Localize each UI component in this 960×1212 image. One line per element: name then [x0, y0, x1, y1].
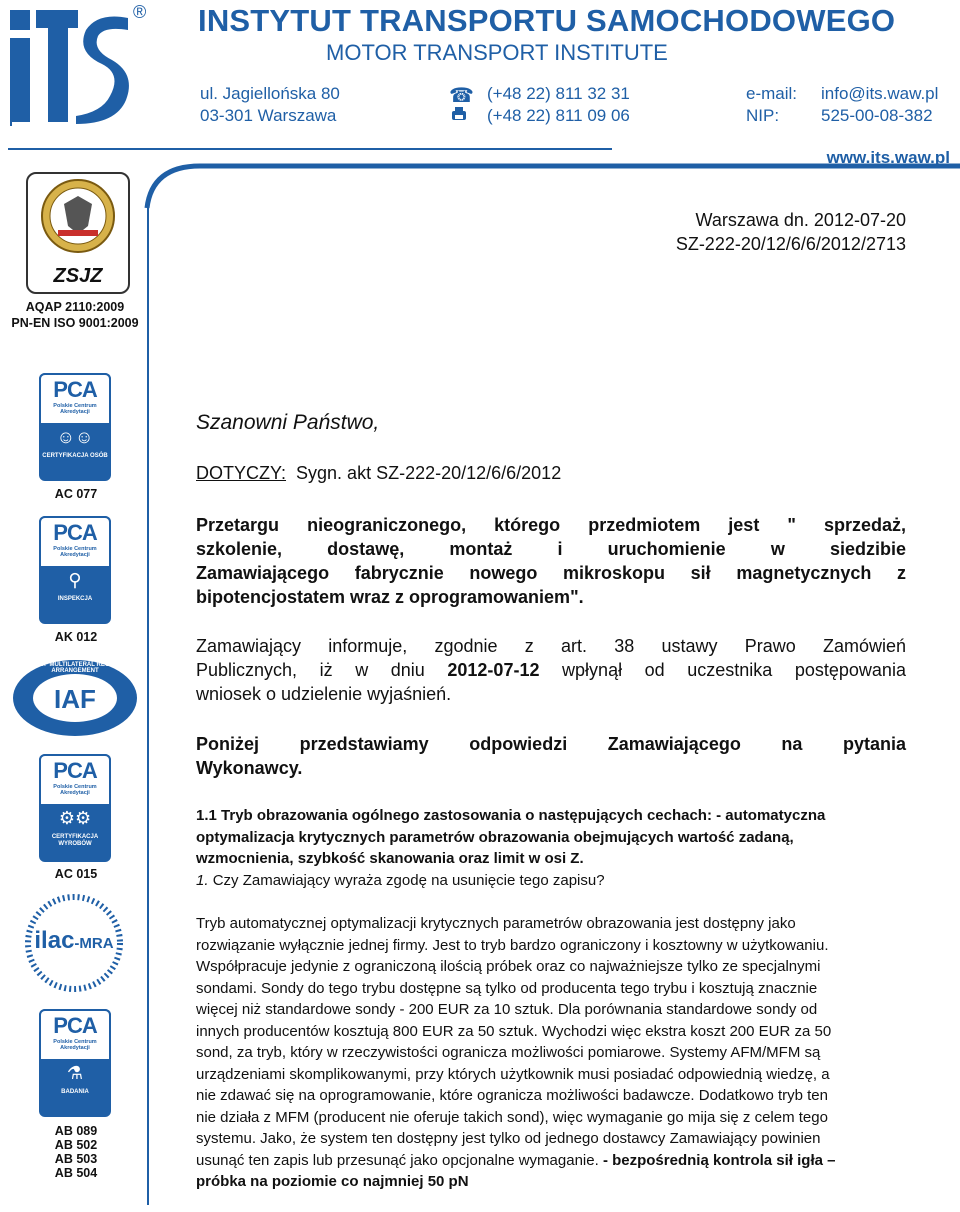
fax-number: (+48 22) 811 09 06 [487, 106, 630, 125]
nip-number: 525-00-08-382 [821, 106, 933, 125]
institute-name-pl: INSTYTUT TRANSPORTU SAMOCHODOWEGO [198, 3, 896, 38]
question-line: wzmocnienia, szybkość skanowania oraz limit w osi Z. [196, 850, 584, 867]
pca-subtitle: Polskie Centrum [53, 546, 97, 552]
its-logo [6, 8, 134, 128]
answers-line: Wykonawcy. [196, 758, 303, 778]
question-line: 1.1 Tryb obrazowania ogólnego zastosowania o następujących cechach: - automatyczna [196, 807, 826, 824]
accreditation-code: AB 089 [54, 1124, 98, 1138]
pca-badge-certyfikacja-wyrobow [39, 754, 111, 862]
answer-line: urządzeniami skomplikowanymi, przy których użytkownik musi posiadać odpowiednią wiedzę, a [196, 1065, 830, 1083]
registered-mark: ® [133, 2, 147, 22]
dotyczy-label: DOTYCZY: [196, 463, 287, 483]
pca-logo-text: PCA [53, 758, 97, 783]
street-address: ul. Jagiellońska 80 [200, 84, 340, 103]
answer-line: sondami. Sondy do tego trybu dostępne są tylko od producenta tego trybu i kosztują znacznie [196, 979, 818, 997]
answer-bold-text: - bezpośrednią kontrola sił igła – [602, 1151, 836, 1169]
answer-line: próbka na poziomie co najmniej 50 pN [196, 1173, 469, 1190]
people-icon: ☺☺ [56, 427, 94, 447]
institute-name-en: MOTOR TRANSPORT INSTITUTE [326, 40, 668, 65]
dotyczy-line [196, 463, 561, 484]
greeting: Szanowni Państwo, [196, 411, 380, 434]
info-paragraph [196, 634, 906, 706]
nip-label: NIP: [746, 106, 780, 125]
subject-line: szkolenie, dostawę, montaż i uruchomienie w siedzibie [196, 539, 906, 559]
answer-line: systemu. Jako, że system ten dostępny jest tylko od jednego dostawcy Zamawiający powinien [196, 1130, 821, 1147]
accreditation-code: AC 077 [54, 487, 98, 501]
answers-line: Poniżej przedstawiamy odpowiedzi Zamawiającego na pytania [196, 734, 906, 754]
pca-caption: BADANIA [61, 1089, 89, 1095]
pca-logo-text: PCA [53, 377, 97, 402]
answer-line: więcej niż standardowe sondy - 200 EUR za 10 sztuk. Dla porównania standardowe sondy od [196, 1001, 818, 1018]
accreditation-code: AB 503 [54, 1152, 98, 1166]
iaf-ring-text: MEMBER OF MULTILATERAL RECOGNITION ARRANGEMENT [11, 662, 139, 674]
info-line: Zamawiający informuje, zgodnie z art. 38 ustawy Prawo Zamówień [196, 636, 906, 656]
letter-reference: SZ-222-20/12/6/6/2012/2713 [675, 234, 906, 254]
subject-line: Zamawiającego fabrycznie nowego mikroskopu sił magnetycznych z [196, 563, 906, 583]
pca-subtitle: Polskie Centrum [53, 403, 97, 409]
pca-subtitle: Akredytacji [60, 1045, 90, 1051]
info-line: wniosek o udzielenie wyjaśnień. [196, 684, 452, 704]
info-date: 2012-07-12 [447, 660, 540, 680]
answer-line: Współpracuje jedynie z ograniczoną ilością próbek oraz co najważniejsze tylko ze specjalnymi [196, 958, 821, 975]
answer-line: innych producentów kosztują 800 EUR za 50 sztuk. Wychodzi więc ekstra koszt 200 EUR za 50 [196, 1022, 832, 1040]
pca-subtitle: Polskie Centrum [53, 784, 97, 790]
gears-icon: ⚙⚙ [58, 808, 92, 828]
sidebar-divider [147, 200, 149, 1205]
question-sentence [196, 870, 605, 892]
pca-subtitle: Akredytacji [60, 409, 90, 415]
info-text: wpłynął od uczestnika postępowania [562, 660, 906, 680]
pca-caption: CERTYFIKACJA OSÓB [42, 453, 108, 459]
iaf-text: IAF [54, 684, 96, 714]
phone-number: (+48 22) 811 32 31 [487, 84, 630, 103]
question-number: 1. [196, 872, 209, 889]
magnifier-icon: ⚲ [68, 570, 82, 590]
accreditation-code: AB 504 [54, 1166, 98, 1180]
pca-subtitle: Akredytacji [60, 790, 90, 796]
subject-block [196, 513, 906, 609]
dotyczy-value: Sygn. akt SZ-222-20/12/6/6/2012 [296, 463, 562, 483]
answer-line: rozwiązanie wyłącznie jednej firmy. Jest to tryb bardzo ograniczony i kosztowny w użytkowaniu. [196, 936, 829, 954]
website-link[interactable]: www.its.waw.pl [826, 148, 950, 167]
pca-badge-certyfikacja-osob [39, 373, 111, 481]
pca-subtitle: Akredytacji [60, 552, 90, 558]
info-line [196, 658, 906, 682]
letter-date: Warszawa dn. 2012-07-20 [695, 210, 906, 230]
answer-line: nie zdawać się na oprogramowanie, które ogranicza możliwości badawcze. Dodatkowo tryb ten [196, 1087, 828, 1104]
pca-badge-inspekcja [39, 516, 111, 624]
email-link[interactable]: info@its.waw.pl [821, 84, 939, 103]
pca-logo-text: PCA [53, 520, 97, 545]
ilac-mra-text: MRA [79, 935, 114, 952]
answer-block [196, 913, 910, 1193]
info-text: Publicznych, iż w dniu [196, 660, 425, 680]
accreditation-code: AK 012 [54, 630, 98, 644]
zsjz-badge [26, 172, 130, 294]
answer-text: usunąć ten zapis lub przesunąć jako opcjonalne wymaganie. [196, 1151, 599, 1169]
flask-icon: ⚗ [66, 1063, 84, 1083]
phone-icon: ☎ [449, 85, 474, 107]
quality-standard-iso: PN-EN ISO 9001:2009 [11, 316, 139, 330]
answers-intro [196, 732, 906, 780]
question-block [196, 805, 910, 870]
pca-caption: INSPEKCJA [57, 596, 93, 602]
pca-subtitle: Polskie Centrum [53, 1039, 97, 1045]
pca-badge-badania [39, 1009, 111, 1117]
fax-icon [451, 106, 467, 122]
ilac-text: ilac [34, 927, 75, 954]
answer-line [196, 1150, 910, 1172]
question-line: optymalizacja krytycznych parametrów obrazowania obejmujących wartość zadaną, [196, 828, 794, 846]
eagle-emblem-icon [28, 174, 128, 256]
accreditation-codes [40, 1124, 112, 1180]
accreditation-code: AB 502 [54, 1138, 98, 1152]
zsjz-label: ZSJZ [53, 265, 103, 287]
subject-line: Przetargu nieograniczonego, którego przedmiotem jest " sprzedaż, [196, 515, 906, 535]
accreditation-code: AC 015 [54, 867, 98, 881]
city-address: 03-301 Warszawa [200, 106, 337, 125]
pca-caption: CERTYFIKACJA WYROBÓW [51, 834, 99, 847]
email-label: e-mail: [746, 84, 798, 103]
iaf-seal [10, 658, 140, 738]
subject-line: bipotencjostatem wraz z oprogramowaniem". [196, 587, 584, 607]
answer-line: sond, za tryb, który w rzeczywistości ogranicza możliwości pomiarowe. Systemy AFM/MFM są [196, 1044, 821, 1061]
answer-line: nie działa z MFM (producent nie oferuje takich sond), więc wymaganie go mija się z celem tego [196, 1108, 828, 1126]
question-text: Czy Zamawiający wyraża zgodę na usunięcie tego zapisu? [212, 872, 605, 889]
quality-standard-aqap: AQAP 2110:2009 [25, 300, 125, 314]
answer-line: Tryb automatycznej optymalizacji krytycznych parametrów obrazowania jest dostępny jako [196, 915, 796, 932]
pca-logo-text: PCA [53, 1013, 97, 1038]
ilac-mra-seal: ilac-MRA [24, 893, 124, 993]
